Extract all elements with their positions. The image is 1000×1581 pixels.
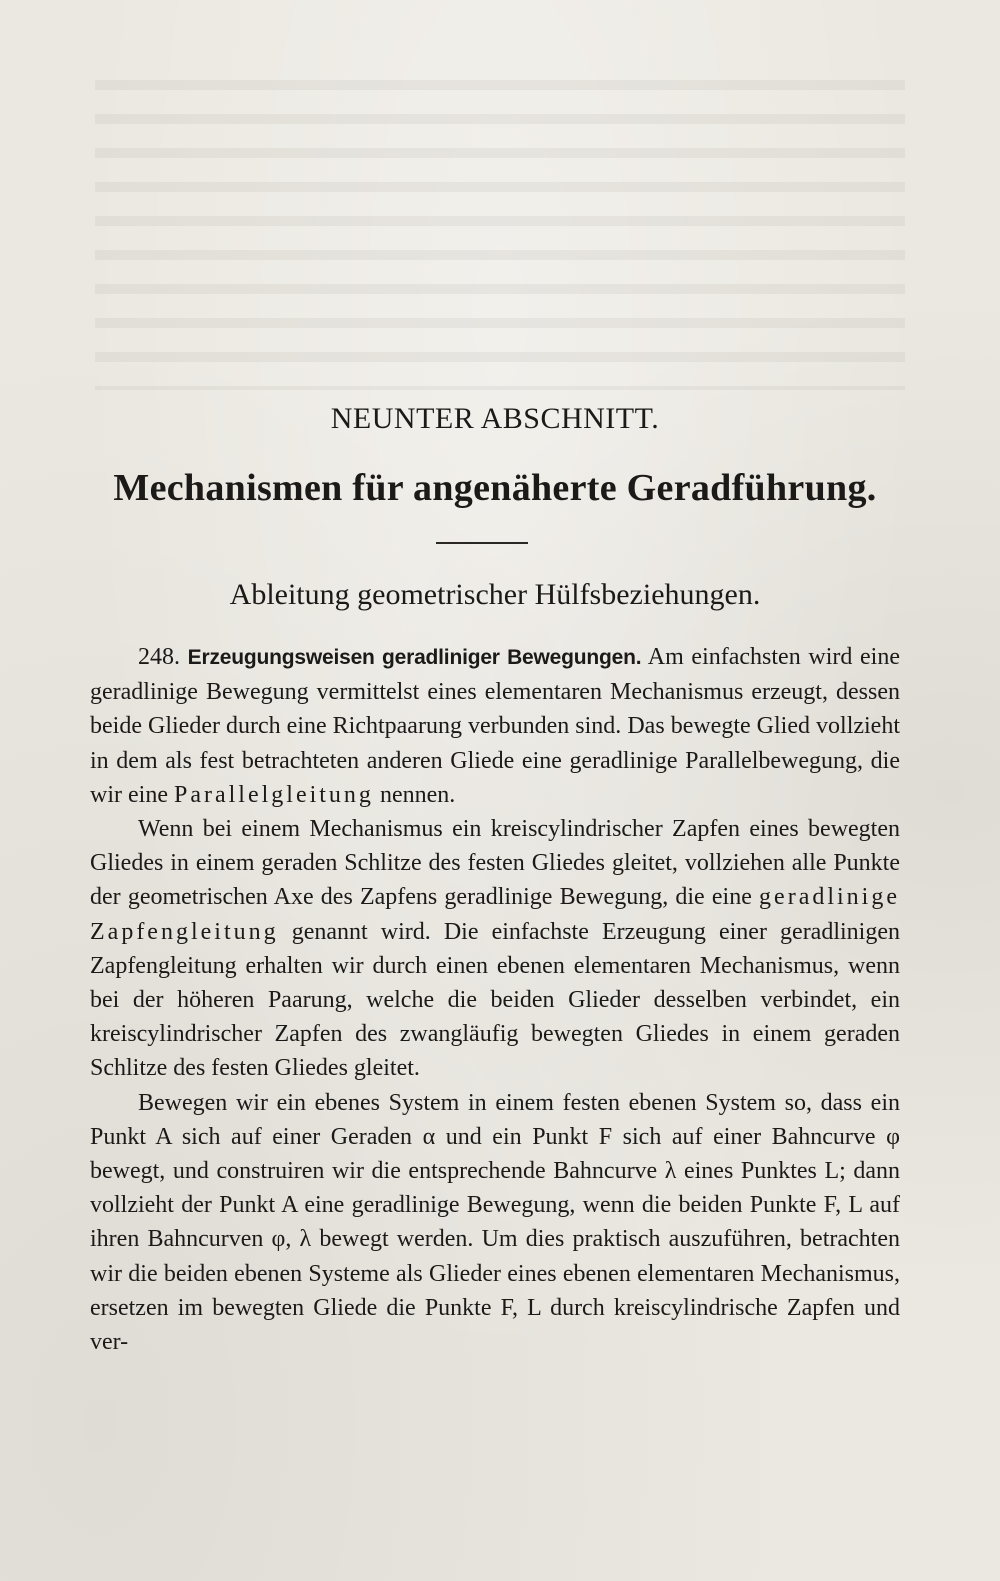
chapter-title: Mechanismen für angenäherte Geradführung. [113,467,877,509]
paragraph-248-text-a: Am einfachsten wird eine geradlinige Bewegung vermittelst eines elementaren Mechanismus erzeugt, dessen beide Glieder durch eine Richtpaarung verbunden sind. Das bewegte Glied vollzieht in dem als fest betrachteten anderen Gliede eine geradlinige Parallelbewegung, die wir eine [90,644,901,808]
paragraph-248 [90,640,900,812]
paragraph-number: 248. [138,644,180,670]
paragraph-248-text-b: nennen. [373,781,456,808]
paragraph-2 [90,812,900,1086]
paragraph-heading: Erzeugungsweisen geradliniger Bewegungen. [187,646,642,669]
term-parallelgleitung: Parallelgleitung [173,781,374,808]
bleed-through-shadow [95,60,905,390]
title-divider [436,542,528,544]
paragraph-2-text-b: genannt wird. Die einfachste Erzeugung einer geradlinigen Zapfengleitung erhalten wir durch einen ebenen elementaren Mechanismus, wenn bei der höheren Paarung, welche die beiden Glieder desselben verbindet, ein kreiscylindrischer Zapfen des zwangläufig bewegten Gliedes in einem geraden Schlitze des festen Gliedes gleitet. [90,918,900,1082]
term-zapfengleitung: geradlinige Zapfengleitung [90,884,900,945]
body-text [90,640,900,1359]
paragraph-2-text-a: Wenn bei einem Mechanismus ein kreiscylindrischer Zapfen eines bewegten Gliedes in einem geraden Schlitze des festen Gliedes gleitet, vollziehen alle Punkte der geometrischen Axe des Zapfens geradlinige Bewegung, die eine [90,816,900,911]
subsection-title: Ableitung geometrischer Hülfsbeziehungen. [229,578,761,611]
paragraph-3: Bewegen wir ein ebenes System in einem festen ebenen System so, dass ein Punkt A sich auf einer Geraden α und ein Punkt F sich auf einer Bahncurve φ bewegt, und construiren wir die entsprechende Bahncurve λ eines Punktes L; dann vollzieht der Punkt A eine geradlinige Bewegung, wenn die beiden Punkte F, L auf ihren Bahncurven φ, λ bewegt werden. Um dies praktisch auszuführen, betrachten wir die beiden ebenen Systeme als Glieder eines ebenen elementaren Mechanismus, ersetzen im bewegten Gliede die Punkte F, L durch kreiscylindrische Zapfen und ver- [90,1089,900,1356]
section-heading: NEUNTER ABSCHNITT. [330,402,660,435]
